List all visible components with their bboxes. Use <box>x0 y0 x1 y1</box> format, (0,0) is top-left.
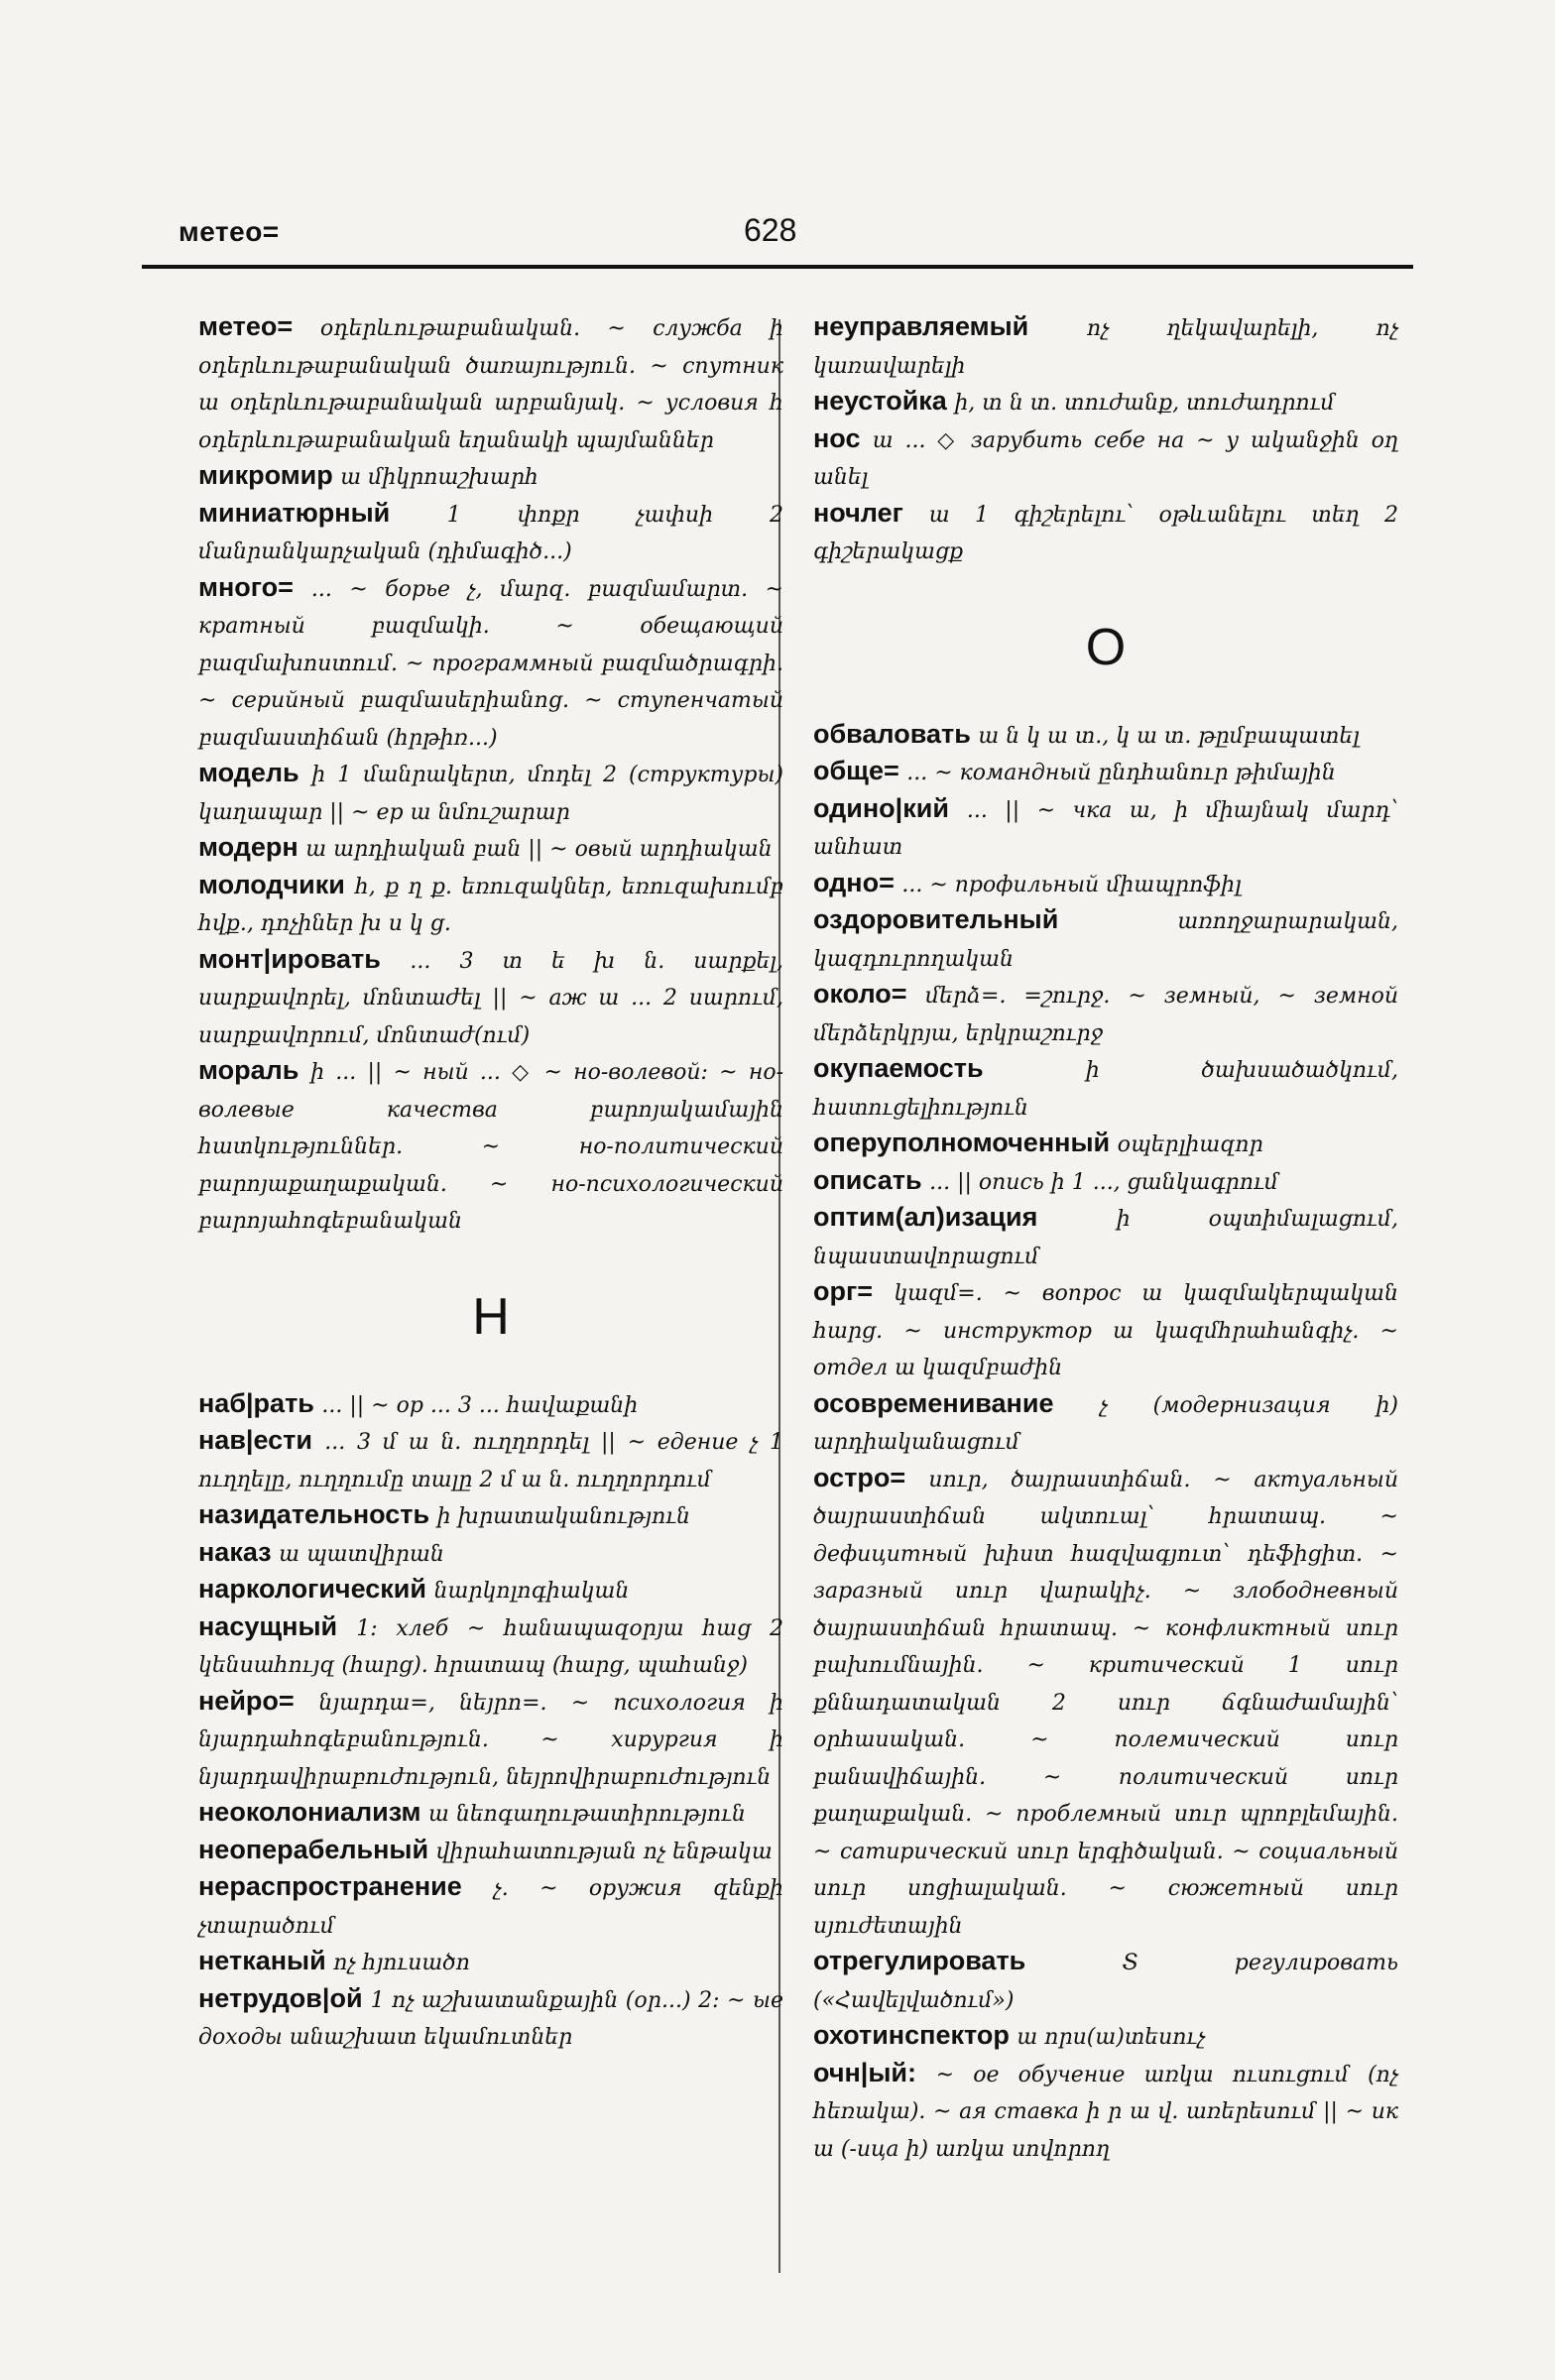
dictionary-entry <box>198 1386 783 1424</box>
entry-headword: насущный <box>198 1610 357 1641</box>
dictionary-entry <box>198 1795 783 1833</box>
left-entries-a <box>198 309 783 1240</box>
entry-translation: սուր, ծայրաստիճան. ~ актуальный ծայրաստիճան ակտուալ՝ հրատապ. ~ дефицитный խիստ հազվագյուտ՝ դեֆիցիտ. ~ заразный սուր վարակիչ. ~ злободневный ծայրաստիճան հրատապ. ~ конфликтный սուր բախումնային. ~ критический 1 սուր քննադատական 2 սուր ճգնաժամային՝ օրհասական. ~ полемический սուր բանավիճային. ~ политический սուր քաղաքական. ~ проблемный սուր պրոբլեմային. ~ сатирический սուր երգիծական. ~ социальный սուր սոցիալական. ~ сюжетный սուր սյուժետային <box>813 1467 1398 1939</box>
entry-translation: ոչ ղեկավարելի, ոչ կառավարելի <box>813 316 1398 379</box>
entry-translation: ի խրատականություն <box>436 1504 691 1529</box>
dictionary-entry <box>198 756 783 830</box>
entry-headword: неоперабельный <box>198 1834 436 1864</box>
entry-headword: неуправляемый <box>813 311 1087 341</box>
entry-headword: нав|ести <box>198 1425 325 1455</box>
dictionary-entry <box>198 1869 783 1944</box>
entry-translation: ... || ~ ор ... 3 ... հավաքանի <box>321 1392 639 1418</box>
entry-translation: ի օպտիմալացում, նպաստավորացում <box>813 1207 1398 1269</box>
left-entries-b <box>198 1386 783 2056</box>
entry-translation: առողջարարական, կազդուրողական <box>813 909 1398 972</box>
entry-translation: 1: хлеб ~ հանապազօրյա հաց 2 կենսահույզ (հարց). հրատապ (հարց, պահանջ) <box>198 1615 783 1678</box>
dictionary-entry <box>813 384 1398 421</box>
entry-translation: նյարդա=, նեյրո=. ~ психология ի նյարդահոգեբանություն. ~ хирургия ի նյարդավիրաբուժություն, նեյրովիրաբուժություն <box>198 1690 783 1790</box>
dictionary-entry <box>198 1535 783 1573</box>
dictionary-entry <box>813 2056 1398 2168</box>
entry-headword: одино|кий <box>813 792 967 823</box>
dictionary-entry <box>813 1386 1398 1461</box>
right-entries-b <box>813 717 1398 2168</box>
entry-headword: около= <box>813 979 925 1009</box>
entry-translation: մերձ=. =շուրջ. ~ земный, ~ земной մերձերկրյա, երկրաշուրջ <box>813 984 1398 1046</box>
dictionary-entry <box>198 942 783 1054</box>
dictionary-entry <box>198 1497 783 1535</box>
entry-translation: ա արդիական բան || ~ овый արդիական <box>305 837 773 862</box>
left-column <box>198 309 783 2056</box>
entry-translation: ... ~ профильный միապրոֆիլ <box>901 872 1242 897</box>
entry-headword: назидательность <box>198 1499 437 1529</box>
dictionary-entry <box>813 866 1398 903</box>
entry-headword: неоколониализм <box>198 1797 428 1827</box>
entry-headword: описать <box>813 1164 930 1195</box>
entry-translation: նարկոլոգիական <box>433 1579 630 1604</box>
entry-headword: мораль <box>198 1055 311 1085</box>
dictionary-entry <box>813 1274 1398 1386</box>
entry-translation: ... || ~ чка ա, ի միայնակ մարդ՝ անհատ <box>813 797 1398 860</box>
entry-headword: ночлег <box>813 497 929 528</box>
dictionary-entry <box>813 1461 1398 1945</box>
dictionary-entry <box>198 830 783 868</box>
entry-translation: ~ ое обучение առկա ուսուցում (ոչ հեռակա). ~ ая ставка ի ր ա վ. առերեսում || ~ ик ա (-ица ի) առկա սովորող <box>813 2062 1398 2162</box>
entry-headword: орг= <box>813 1276 895 1306</box>
dictionary-entry <box>813 977 1398 1051</box>
entry-headword: очн|ый: <box>813 2057 936 2087</box>
entry-translation: օպերլիազոր <box>1117 1132 1263 1157</box>
entry-translation: ... ~ командный ընդհանուր թիմային <box>906 761 1336 785</box>
entry-headword: отрегулировать <box>813 1946 1123 1975</box>
dictionary-entry <box>198 1981 783 2056</box>
entry-translation: ոչ հյուսածո <box>333 1951 471 1975</box>
entry-translation: 1 ոչ աշխատանքային (օր...) 2: ~ ые доходы անաշխատ եկամուտներ <box>198 1987 783 2050</box>
page-number: 628 <box>744 212 797 248</box>
entry-translation: հ, ք ղ ք. եռուզակներ, եռուզախումբ հվք., դոչիներ խ ս կ ց. <box>198 874 783 936</box>
dictionary-entry <box>813 1051 1398 1126</box>
section-letter-n: Н <box>472 1287 510 1346</box>
entry-headword: нетрудов|ой <box>198 1982 371 2013</box>
entry-translation: ա 1 գիշերելու՝ օթևանելու տեղ 2 գիշերակացք <box>813 502 1398 564</box>
entry-headword: оптим(ал)изация <box>813 1202 1117 1232</box>
dictionary-entry <box>813 717 1398 755</box>
entry-headword: окупаемость <box>813 1053 1086 1083</box>
entry-translation: ա ... ◇ зарубить себе на ~ у ականջին օղ անել <box>813 427 1399 490</box>
dictionary-entry <box>813 791 1398 866</box>
entry-translation: ... 3 տ ե խ ն. սարքել, սարքավորել, մոնտաժել || ~ аж ա ... 2 սարում, սարքավորում, մոնտաժ(ում) <box>198 948 783 1048</box>
header-rule <box>142 265 1413 269</box>
dictionary-entry <box>198 1423 783 1497</box>
entry-translation: ... 3 մ ա ն. ուղղորդել || ~ едение չ 1 ուղղելը, ուղղումը տալը 2 մ ա ն. ուղղորդում <box>198 1430 783 1492</box>
entry-headword: микромир <box>198 460 341 490</box>
entry-headword: молодчики <box>198 869 355 899</box>
entry-translation: կազմ=. ~ вопрос ա կազմակերպական հարց. ~ инструктор ա կազմհրահանգիչ. ~ отдел ա կազմբաժին <box>813 1281 1398 1380</box>
right-entries-a <box>813 309 1398 570</box>
entry-headword: модерн <box>198 832 306 862</box>
dictionary-entry <box>198 868 783 942</box>
entry-headword: неустойка <box>813 386 955 416</box>
dictionary-entry <box>813 1163 1398 1201</box>
dictionary-entry <box>198 309 783 458</box>
entry-headword: оздоровительный <box>813 904 1178 934</box>
entry-translation: ա ն կ ա տ., կ ա տ. թըմբապատել <box>978 723 1360 749</box>
entry-headword: одно= <box>813 867 902 897</box>
dictionary-entry <box>198 1609 783 1684</box>
right-column <box>813 309 1398 2167</box>
entry-translation: ա որս(ա)տեսուչ <box>1017 2025 1206 2050</box>
dictionary-entry <box>813 2018 1398 2056</box>
dictionary-entry <box>813 496 1398 570</box>
dictionary-entry <box>198 1833 783 1870</box>
dictionary-entry <box>813 1200 1398 1274</box>
entry-headword: наб|рать <box>198 1387 322 1418</box>
entry-headword: наказ <box>198 1536 280 1567</box>
dictionary-entry <box>813 902 1398 977</box>
running-head: метео= <box>179 216 280 247</box>
entry-translation: օդերևութաբանական. ~ службa ի օդերևութաբանական ծառայություն. ~ спутник ա օդերևութաբանական արբանյակ. ~ условия հ օդերևութաբանական եղանակի պայմաններ <box>198 316 783 453</box>
entry-translation: ի 1 մանրակերտ, մոդել 2 (структуры) կաղապար || ~ ер ա նմուշարար <box>198 763 783 825</box>
section-letter-o: О <box>1085 618 1127 676</box>
dictionary-entry <box>813 1944 1398 2018</box>
entry-translation: ա պատվիրան <box>279 1541 444 1567</box>
entry-headword: нейро= <box>198 1685 319 1716</box>
page-header <box>179 210 1413 260</box>
entry-headword: обще= <box>813 756 907 785</box>
entry-translation: ա միկրոաշխարհ <box>340 465 538 490</box>
dictionary-entry <box>198 1053 783 1240</box>
entry-headword: нераспространение <box>198 1871 494 1901</box>
dictionary-entry <box>813 754 1398 791</box>
entry-headword: миниатюрный <box>198 497 447 528</box>
entry-headword: остро= <box>813 1462 929 1492</box>
dictionary-entry <box>198 1944 783 1981</box>
entry-headword: монт|ировать <box>198 943 411 974</box>
entry-translation: 1 փոքր չափսի 2 մանրանկարչական (դիմագիծ...) <box>198 502 784 564</box>
dictionary-entry <box>813 1126 1398 1163</box>
entry-headword: оперуполномоченный <box>813 1128 1118 1157</box>
entry-translation: չ. ~ оружия զենքի չտարածում <box>198 1876 783 1939</box>
entry-headword: охотинспектор <box>813 2020 1017 2050</box>
entry-headword: модель <box>198 758 312 787</box>
entry-translation: վիրահատության ոչ ենթակա <box>435 1839 773 1864</box>
entry-headword: много= <box>198 571 311 602</box>
entry-headword: нос <box>813 422 873 453</box>
entry-translation: ... ~ борье չ, մարզ. բազմամարտ. ~ кратный բազմակի. ~ обещающий բազմախոստում. ~ программный բազմածրագրի. ~ серийный բազմասերիանոց. ~ ступенчатый բազմաստիճան (հրթիռ...) <box>198 576 783 751</box>
dictionary-entry <box>198 458 783 496</box>
entry-headword: обваловать <box>813 718 979 749</box>
entry-translation: ի ... || ~ ный ... ◇ ~ но-волевой: ~ но-волевые качества բարոյակամային հատկություններ. ~ но-политический բարոյաքաղաքական. ~ но-психологический բարոյահոգեբանական <box>198 1060 783 1234</box>
dictionary-entry <box>198 570 783 757</box>
entry-headword: нетканый <box>198 1946 334 1975</box>
dictionary-entry <box>198 496 783 570</box>
entry-translation: ա նեոգաղութատիրություն <box>427 1802 746 1827</box>
entry-translation: ... || опись ի 1 ..., ցանկագրում <box>929 1169 1278 1195</box>
entry-translation: չ (модернизация ի) արդիականացում <box>813 1392 1399 1455</box>
entry-headword: метео= <box>198 311 320 341</box>
entry-translation: ի, տ ն տ. տուժանք, տուժադրում <box>954 391 1335 416</box>
entry-headword: наркологический <box>198 1574 434 1604</box>
entry-headword: осовременивание <box>813 1387 1100 1418</box>
dictionary-entry <box>198 1684 783 1796</box>
entry-translation: ի ծախսածածկում, հատուցելիություն <box>813 1058 1398 1121</box>
entry-translation: Տ регулировать («Հավելվածում») <box>813 1951 1398 2013</box>
dictionary-entry <box>813 421 1398 496</box>
dictionary-entry <box>198 1572 783 1609</box>
dictionary-entry <box>813 309 1398 384</box>
